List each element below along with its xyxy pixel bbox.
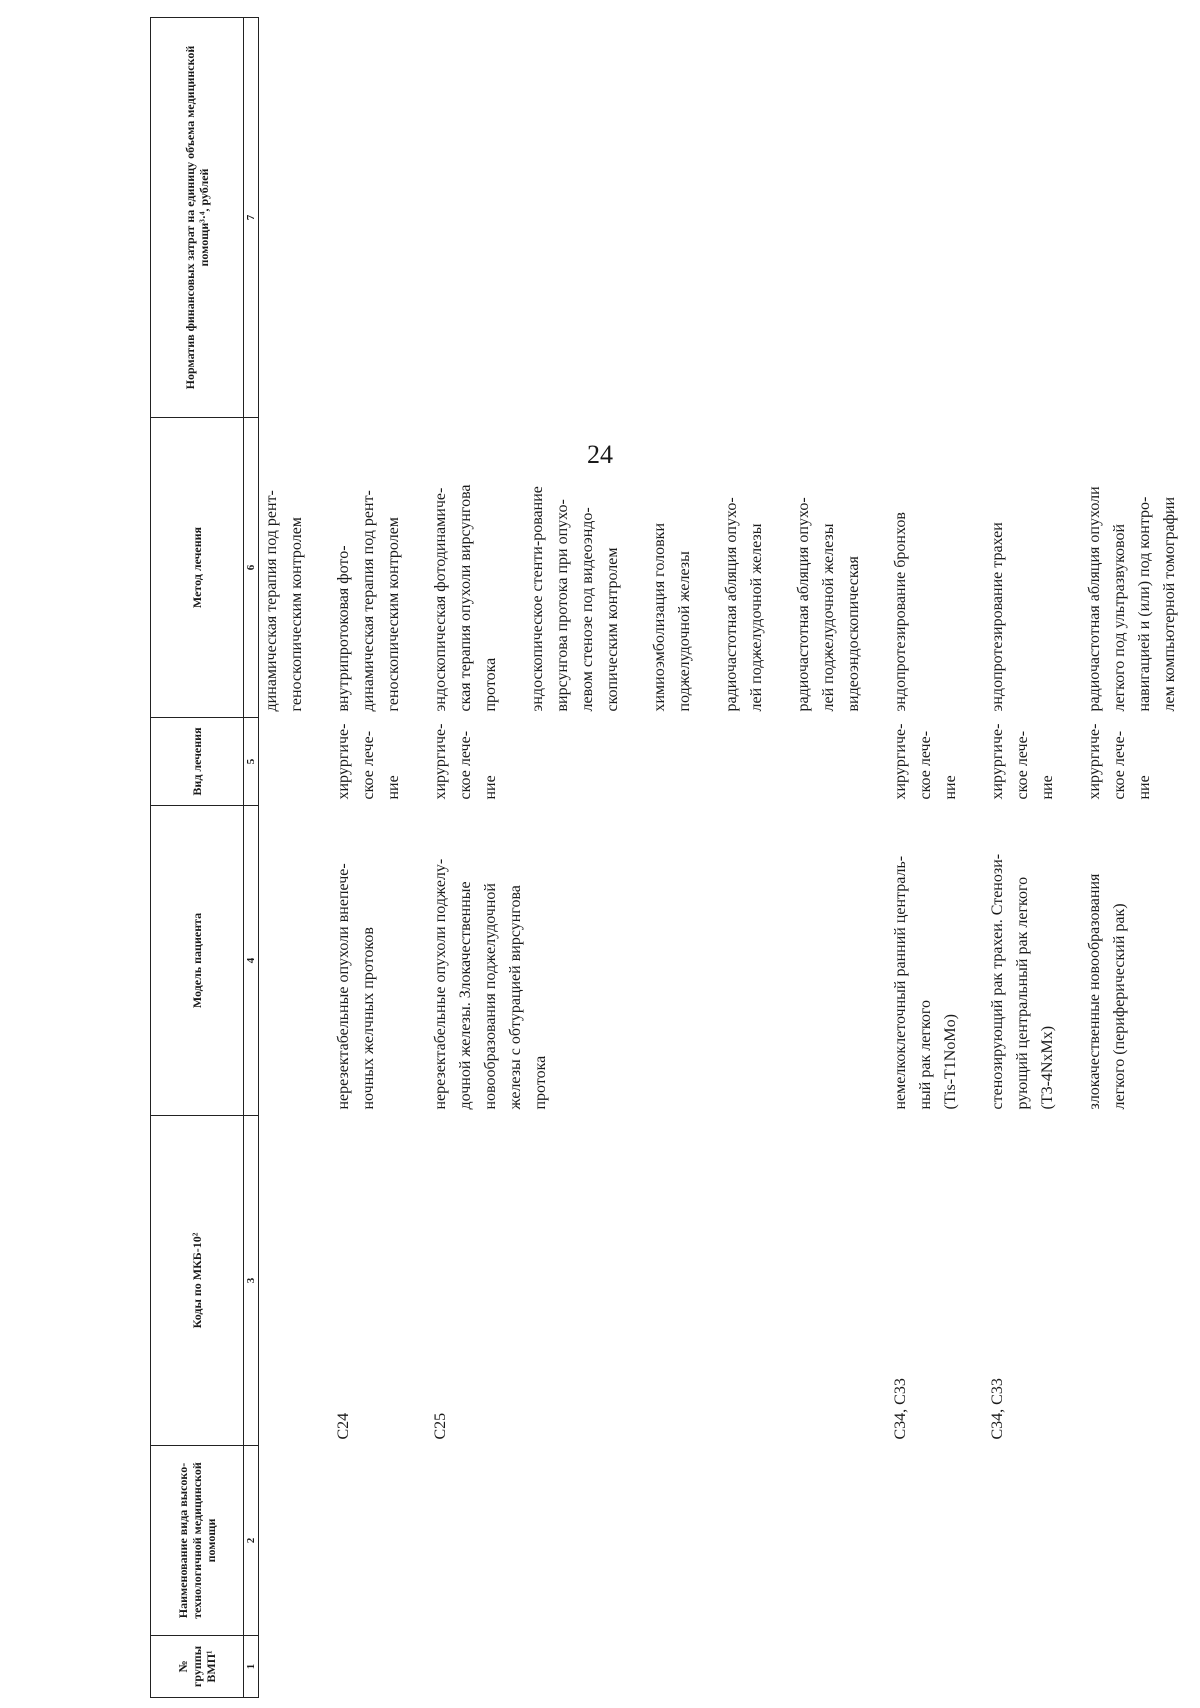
row-spacer bbox=[1060, 18, 1082, 1698]
row-spacer bbox=[406, 18, 428, 1698]
cell-treatment-type bbox=[259, 718, 310, 806]
cell-cost-standard bbox=[985, 18, 1060, 418]
cell-vmp-name bbox=[1082, 1446, 1182, 1636]
header-row bbox=[151, 18, 244, 1698]
cell-vmp-name bbox=[985, 1446, 1060, 1636]
row-spacer-cell bbox=[406, 18, 428, 1698]
cell-patient-model: злокачественные новообразования легкого (периферический рак) bbox=[1086, 873, 1128, 1110]
col-num: 1 bbox=[244, 1636, 259, 1698]
treatment-method-item: внутрипротоковая фото- динамическая терапия под рент- геноскопическим контролем bbox=[335, 490, 402, 712]
cell-icd-code bbox=[1082, 1116, 1182, 1446]
table-row bbox=[985, 18, 1060, 1698]
cell-treatment-type: хирургиче- ское лече- ние bbox=[892, 723, 959, 800]
cell-icd-code bbox=[259, 1116, 310, 1446]
row-spacer-cell bbox=[1060, 18, 1082, 1698]
cell-cost-standard bbox=[1082, 18, 1182, 418]
col-num: 3 bbox=[244, 1116, 259, 1446]
treatment-method-item: радиочастотная абляция опухоли легкого под ультразвуковой навигацией и (или) под контро- лем компьютерной томографии bbox=[1086, 486, 1178, 712]
table-row bbox=[259, 18, 310, 1698]
cell-treatment-methods bbox=[428, 418, 866, 718]
cell-patient-model: нерезектабельные опухоли внепече- ночных желчных протоков bbox=[335, 863, 377, 1110]
cell-group-number bbox=[888, 1636, 963, 1698]
cell-treatment-type: хирургиче- ское лече- ние bbox=[1086, 723, 1153, 800]
treatment-method-item: радиочастотная абляция опухо- лей поджелудочной железы bbox=[723, 497, 765, 712]
cell-vmp-name bbox=[888, 1446, 963, 1636]
cell-patient-model: стенозирующий рак трахеи. Стенози- рующий центральный рак легкого (T3-4NxMx) bbox=[989, 853, 1056, 1110]
cell-patient-model bbox=[259, 806, 310, 1116]
treatment-method-item: динамическая терапия под рент- геноскопическим контролем bbox=[263, 490, 305, 712]
col-num: 5 bbox=[244, 718, 259, 806]
cell-treatment-methods bbox=[1082, 418, 1182, 718]
header-treatment-type: Вид лечения bbox=[151, 718, 244, 806]
cell-icd-code: C24 bbox=[335, 1412, 352, 1440]
treatment-method-item: эндопротезирование бронхов bbox=[892, 512, 909, 712]
header-treatment-method: Метод лечения bbox=[151, 418, 244, 718]
row-spacer bbox=[309, 18, 331, 1698]
cell-icd-code: C34, C33 bbox=[989, 1378, 1006, 1440]
cell-treatment-type: хирургиче- ское лече- ние bbox=[989, 723, 1056, 800]
row-spacer bbox=[963, 18, 985, 1698]
header-group-number: № группы ВМП¹ bbox=[151, 1636, 244, 1698]
cell-treatment-type: хирургиче- ское лече- ние bbox=[432, 723, 499, 800]
table-row bbox=[331, 18, 406, 1698]
table-row bbox=[888, 18, 963, 1698]
cell-cost-standard bbox=[888, 18, 963, 418]
treatment-method-item: эндоскопическая фотодинамиче- ская терапия опухоли вирсунгова протока bbox=[432, 484, 499, 712]
header-icd-codes: Коды по МКБ-10² bbox=[151, 1116, 244, 1446]
col-num: 4 bbox=[244, 806, 259, 1116]
cell-treatment-methods bbox=[985, 418, 1060, 718]
header-vmp-name: Наименование вида высоко-технологичной медицинской помощи bbox=[151, 1446, 244, 1636]
row-spacer-cell bbox=[866, 18, 888, 1698]
cell-group-number bbox=[985, 1636, 1060, 1698]
vmp-table bbox=[150, 17, 1182, 1698]
treatment-method-item: химиоэмболизация головки поджелудочной железы bbox=[651, 522, 693, 712]
row-spacer bbox=[866, 18, 888, 1698]
row-spacer-cell bbox=[309, 18, 331, 1698]
cell-group-number bbox=[428, 1636, 866, 1698]
cell-treatment-methods bbox=[259, 418, 310, 718]
cell-treatment-methods bbox=[331, 418, 406, 718]
cell-cost-standard bbox=[331, 18, 406, 418]
column-number-row bbox=[244, 18, 259, 1698]
cell-vmp-name bbox=[428, 1446, 866, 1636]
page-number: 24 bbox=[587, 440, 613, 469]
row-spacer-cell bbox=[963, 18, 985, 1698]
cell-icd-code: C34, C33 bbox=[892, 1378, 909, 1440]
table-row bbox=[1082, 18, 1182, 1698]
treatment-method-item: радиочастотная абляция опухо- лей поджелудочной железы видеоэндоскопическая bbox=[795, 497, 862, 712]
cell-group-number bbox=[331, 1636, 406, 1698]
col-num: 7 bbox=[244, 18, 259, 418]
cell-cost-standard bbox=[259, 18, 310, 418]
cell-group-number bbox=[259, 1636, 310, 1698]
table-body bbox=[259, 18, 1183, 1698]
table-row bbox=[428, 18, 866, 1698]
cell-treatment-type: хирургиче- ское лече- ние bbox=[335, 723, 402, 800]
cell-patient-model: нерезектабельные опухоли поджелу- дочной железы. Злокачественные новообразования поджелудочной железы с обтурацией вирсунгова протока bbox=[432, 858, 549, 1110]
cell-icd-code: C25 bbox=[432, 1412, 449, 1440]
rotated-table-sheet bbox=[150, 18, 1200, 1698]
treatment-method-item: эндоскопическое стенти-рование вирсунгова протока при опухо- левом стенозе под видеоэндо- скопическим контролем bbox=[529, 486, 621, 712]
cell-patient-model: немелкоклеточный ранний централь- ный рак легкого (Tis-T1NoMo) bbox=[892, 855, 959, 1110]
col-num: 6 bbox=[244, 418, 259, 718]
cell-vmp-name bbox=[259, 1446, 310, 1636]
cell-cost-standard bbox=[428, 18, 866, 418]
cell-group-number bbox=[1082, 1636, 1182, 1698]
cell-treatment-methods bbox=[888, 418, 963, 718]
col-num: 2 bbox=[244, 1446, 259, 1636]
header-cost-standard: Норматив финансовых затрат на единицу объема медицинской помощи³·⁴, рублей bbox=[151, 18, 244, 418]
treatment-method-item: эндопротезирование трахеи bbox=[989, 522, 1006, 712]
header-patient-model: Модель пациента bbox=[151, 806, 244, 1116]
cell-vmp-name bbox=[331, 1446, 406, 1636]
